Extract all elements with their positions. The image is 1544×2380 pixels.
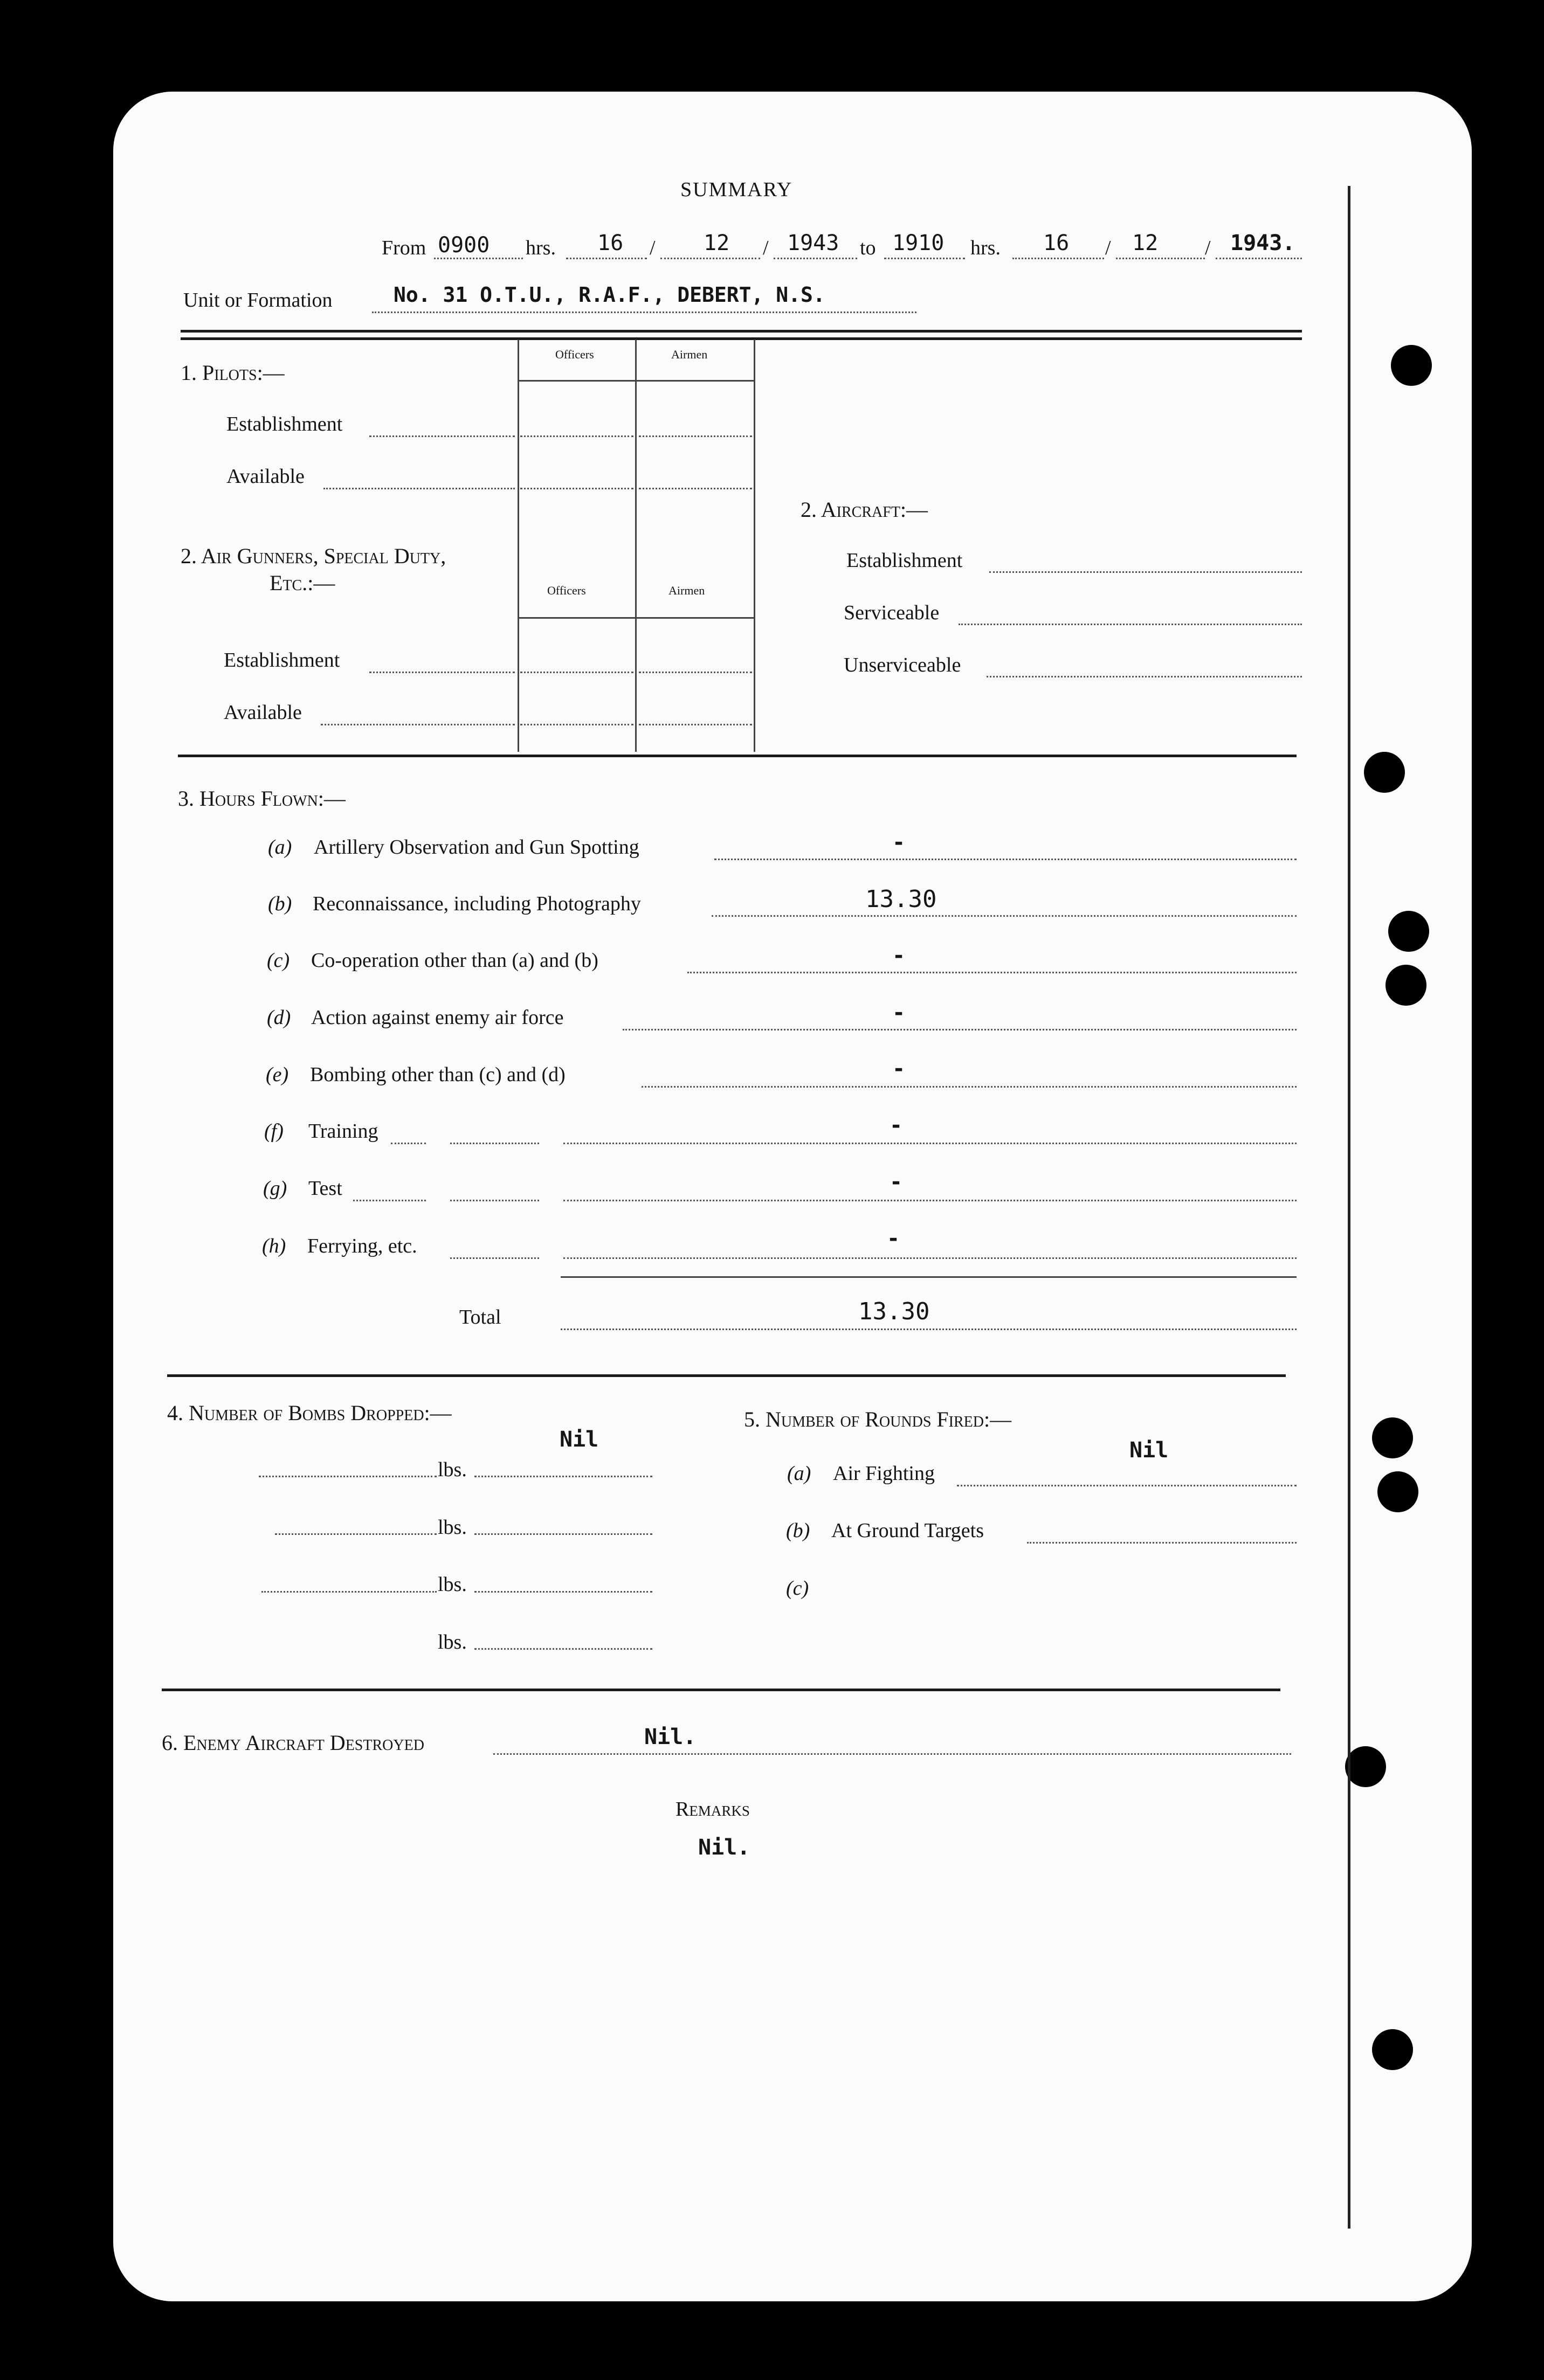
hours-flown-heading: 3. Hours Flown:— <box>178 786 346 811</box>
punch-hole <box>1345 1746 1386 1787</box>
from-hrs-label: hrs. <box>526 237 556 259</box>
rounds-heading: 5. Number of Rounds Fired:— <box>744 1407 1012 1431</box>
hours-total-label: Total <box>459 1306 501 1329</box>
hours-row-letter: (c) <box>267 949 290 972</box>
bombs-lbs-label: lbs. <box>438 1573 467 1596</box>
pilots-establishment-label: Establishment <box>226 413 343 435</box>
to-month: 12 <box>1132 231 1159 255</box>
rounds-a-letter: (a) <box>787 1462 811 1485</box>
hours-row-letter: (f) <box>264 1120 284 1143</box>
punch-hole <box>1377 1471 1418 1512</box>
rounds-a-label: Air Fighting <box>833 1462 935 1485</box>
from-day: 16 <box>597 231 624 255</box>
pilots-heading: 1. Pilots:— <box>181 361 285 385</box>
hours-row-letter: (d) <box>267 1006 291 1029</box>
hours-row-value: 13.30 <box>865 885 937 913</box>
from-time: 0900 <box>438 233 490 258</box>
gunners-col-officers: Officers <box>547 584 586 597</box>
hours-row-value: - <box>892 1000 906 1025</box>
hours-row-letter: (h) <box>262 1235 286 1257</box>
aircraft-serviceable-label: Serviceable <box>844 601 940 624</box>
rounds-value: Nil <box>1129 1438 1169 1463</box>
punch-hole <box>1372 2029 1413 2070</box>
form-title: SUMMARY <box>680 178 793 201</box>
pilots-col-airmen: Airmen <box>671 348 708 361</box>
enemy-aircraft-value: Nil. <box>644 1725 697 1749</box>
enemy-aircraft-heading: 6. Enemy Aircraft Destroyed <box>162 1731 424 1755</box>
aircraft-unserviceable-label: Unserviceable <box>844 654 961 676</box>
hours-row-letter: (b) <box>268 892 292 915</box>
unit-value: No. 31 O.T.U., R.A.F., DEBERT, N.S. <box>394 283 825 307</box>
hours-row-value: - <box>887 1226 900 1251</box>
to-year: 1943. <box>1230 231 1295 255</box>
hours-row-value: - <box>892 830 906 855</box>
bombs-lbs-label: lbs. <box>438 1631 467 1653</box>
punch-hole <box>1391 345 1432 386</box>
bombs-lbs-label: lbs. <box>438 1458 467 1481</box>
pilots-available-label: Available <box>226 465 305 488</box>
hours-row-value: - <box>890 1113 903 1138</box>
bombs-value: Nil <box>560 1427 599 1452</box>
hours-row-letter: (g) <box>263 1177 287 1200</box>
unit-label: Unit or Formation <box>183 289 333 312</box>
punch-hole <box>1388 911 1429 952</box>
hours-row-letter: (e) <box>266 1063 289 1086</box>
remarks-value: Nil. <box>698 1835 750 1860</box>
hours-row-value: - <box>892 1056 906 1081</box>
aircraft-heading: 2. Aircraft:— <box>801 497 928 522</box>
hours-row-label: Test <box>308 1177 342 1200</box>
margin-rule <box>1348 186 1350 2229</box>
gunners-col-airmen: Airmen <box>668 584 705 597</box>
hours-row-label: Action against enemy air force <box>311 1006 564 1029</box>
pilots-col-officers: Officers <box>555 348 594 361</box>
hours-row-label: Training <box>308 1120 378 1143</box>
punch-hole <box>1372 1417 1413 1458</box>
hours-row-value: - <box>892 943 906 968</box>
date-separator: / <box>1105 237 1111 259</box>
rounds-b-letter: (b) <box>786 1519 810 1542</box>
punch-hole <box>1386 965 1426 1006</box>
date-separator: / <box>763 237 769 259</box>
aircraft-establishment-label: Establishment <box>846 549 963 572</box>
hours-row-value: - <box>890 1170 903 1194</box>
date-separator: / <box>1205 237 1211 259</box>
air-gunners-heading: 2. Air Gunners, Special Duty, <box>181 544 446 568</box>
bombs-lbs-label: lbs. <box>438 1516 467 1539</box>
hours-total-value: 13.30 <box>858 1298 930 1325</box>
remarks-heading: Remarks <box>676 1798 750 1821</box>
from-year: 1943 <box>787 231 839 255</box>
from-label: From <box>382 237 426 259</box>
hours-row-label: Bombing other than (c) and (d) <box>310 1063 566 1086</box>
to-day: 16 <box>1043 231 1070 255</box>
to-hrs-label: hrs. <box>970 237 1001 259</box>
to-time: 1910 <box>892 231 945 255</box>
rounds-b-label: At Ground Targets <box>831 1519 984 1542</box>
air-gunners-heading-etc: Etc.:— <box>270 571 335 595</box>
gunners-establishment-label: Establishment <box>224 649 340 672</box>
date-separator: / <box>650 237 656 259</box>
punch-hole <box>1364 752 1405 793</box>
bombs-heading: 4. Number of Bombs Dropped:— <box>167 1401 452 1425</box>
hours-row-letter: (a) <box>268 836 292 859</box>
hours-row-label: Ferrying, etc. <box>307 1235 417 1257</box>
hours-row-label: Co-operation other than (a) and (b) <box>311 949 598 972</box>
hours-row-label: Reconnaissance, including Photography <box>313 892 641 915</box>
from-month: 12 <box>704 231 730 255</box>
to-label: to <box>860 237 876 259</box>
gunners-available-label: Available <box>224 701 302 724</box>
rounds-c-letter: (c) <box>786 1577 809 1600</box>
hours-row-label: Artillery Observation and Gun Spotting <box>314 836 639 859</box>
